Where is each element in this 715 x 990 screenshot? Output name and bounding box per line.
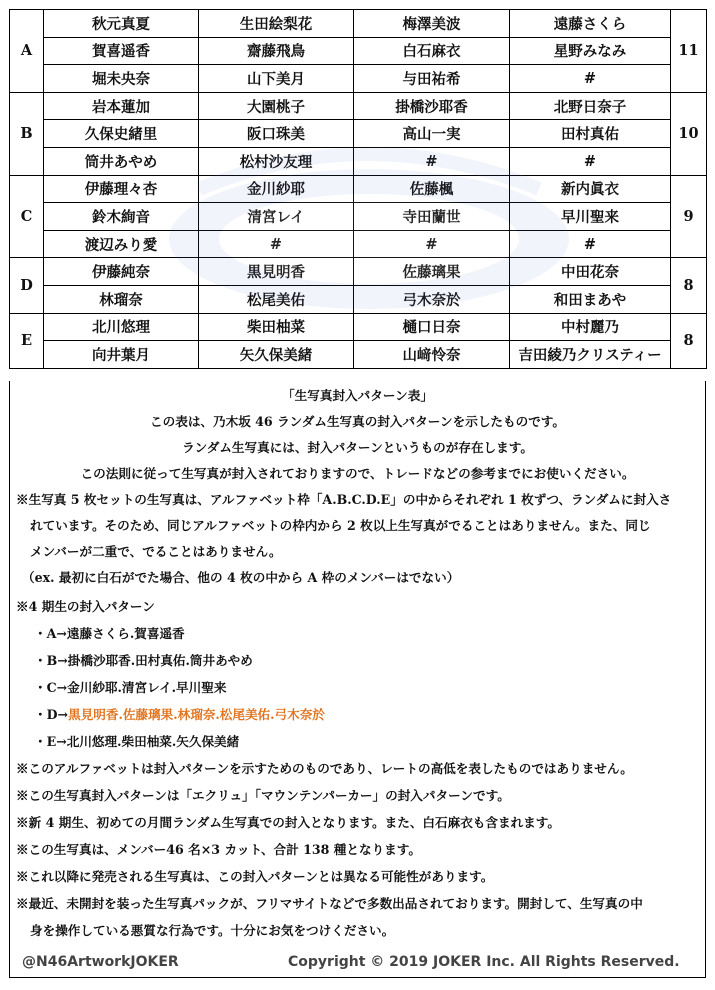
table-row — [10, 285, 707, 313]
note-line-2: ※この生写真封入パターンは「エクリュ」「マウンテンパーカー」の封入パターンです。 — [16, 788, 510, 803]
member-table — [9, 9, 707, 369]
note-line-7: 身を操作している悪質な行為です。十分にお気をつけください。 — [30, 923, 395, 938]
member-cell: 山﨑怜奈 — [354, 341, 510, 369]
table-row — [10, 147, 707, 175]
member-cell: 与田祐希 — [354, 65, 510, 93]
table-row — [10, 341, 707, 369]
rule-line-2: れています。そのため、同じアルファベットの枠内から 2 枚以上生写真がでることはありません。また、同じ — [30, 518, 651, 533]
member-cell: 北川悠理 — [44, 313, 199, 341]
member-cell: 阪口珠美 — [199, 120, 354, 148]
table-row — [10, 203, 707, 231]
table-row — [10, 10, 707, 38]
member-cell: 秋元真夏 — [44, 10, 199, 38]
pattern-sheet — [9, 9, 706, 977]
member-cell: 伊藤純奈 — [44, 258, 199, 286]
member-cell: 田村真佑 — [510, 120, 671, 148]
note-line-4: ※この生写真は、メンバー46 名×3 カット、合計 138 種となります。 — [16, 842, 421, 857]
gen4-d-names: 黒見明香.佐藤璃果.林瑠奈.松尾美佑.弓木奈於 — [68, 707, 325, 722]
member-cell: 高山一実 — [354, 120, 510, 148]
member-cell: 林瑠奈 — [44, 285, 199, 313]
table-row — [10, 313, 707, 341]
member-cell: 生田絵梨花 — [199, 10, 354, 38]
gen4-pattern-d — [34, 707, 325, 723]
table-row — [10, 258, 707, 286]
member-cell: 掛橋沙耶香 — [354, 92, 510, 120]
member-cell: # — [510, 230, 671, 258]
member-cell: 遠藤さくら — [510, 10, 671, 38]
member-cell: # — [510, 65, 671, 93]
member-cell: 寺田蘭世 — [354, 203, 510, 231]
member-cell: 佐藤楓 — [354, 175, 510, 203]
member-cell: # — [354, 147, 510, 175]
group-count: 8 — [671, 313, 707, 368]
member-cell: 黒見明香 — [199, 258, 354, 286]
table-row — [10, 120, 707, 148]
member-cell: 北野日奈子 — [510, 92, 671, 120]
member-cell: 岩本蓮加 — [44, 92, 199, 120]
member-cell: 筒井あやめ — [44, 147, 199, 175]
member-cell: 松村沙友理 — [199, 147, 354, 175]
notes-title: 「生写真封入パターン表」 — [282, 388, 433, 403]
member-cell: 弓木奈於 — [354, 285, 510, 313]
member-cell: 樋口日奈 — [354, 313, 510, 341]
note-line-1: ※このアルファベットは封入パターンを示すためのものであり、レートの高低を表したものではありません。 — [16, 761, 633, 776]
member-cell: # — [354, 230, 510, 258]
member-cell: 白石麻衣 — [354, 37, 510, 65]
member-cell: 吉田綾乃クリスティー — [510, 341, 671, 369]
group-letter-e: E — [10, 313, 44, 368]
member-cell: 山下美月 — [199, 65, 354, 93]
member-cell: 松尾美佑 — [199, 285, 354, 313]
group-count: 10 — [671, 92, 707, 175]
member-cell: 矢久保美緒 — [199, 341, 354, 369]
gen4-d-prefix: ・D→ — [34, 707, 69, 722]
group-count: 11 — [671, 10, 707, 93]
member-cell: 大園桃子 — [199, 92, 354, 120]
group-count: 9 — [671, 175, 707, 258]
gen4-pattern-a: ・A→遠藤さくら.賀喜遥香 — [34, 626, 185, 641]
group-letter-b: B — [10, 92, 44, 175]
member-cell: 柴田柚菜 — [199, 313, 354, 341]
intro-line-1: この表は、乃木坂 46 ランダム生写真の封入パターンを示したものです。 — [150, 414, 565, 429]
intro-line-2: ランダム生写真には、封入パターンというものが存在します。 — [182, 440, 533, 455]
example-line: （ex. 最初に白石がでた場合、他の 4 枚の中から A 枠のメンバーはでない） — [22, 570, 460, 585]
member-cell: 鈴木絢音 — [44, 203, 199, 231]
gen4-pattern-e: ・E→北川悠理.柴田柚菜.矢久保美緒 — [34, 734, 240, 749]
footer-copyright: Copyright © 2019 JOKER Inc. All Rights Reserved. — [288, 954, 680, 970]
group-letter-a: A — [10, 10, 44, 93]
table-row — [10, 65, 707, 93]
footer-handle: @N46ArtworkJOKER — [22, 954, 179, 970]
table-row — [10, 230, 707, 258]
gen4-heading: ※4 期生の封入パターン — [16, 599, 155, 614]
member-cell: 中村麗乃 — [510, 313, 671, 341]
gen4-pattern-b: ・B→掛橋沙耶香.田村真佑.筒井あやめ — [34, 653, 253, 668]
rule-line-1: ※生写真 5 枚セットの生写真は、アルファベット枠「A.B.C.D.E」の中からそれぞれ 1 枚ずつ、ランダムに封入さ — [16, 492, 672, 507]
group-letter-c: C — [10, 175, 44, 258]
member-cell: 向井葉月 — [44, 341, 199, 369]
table-row — [10, 92, 707, 120]
member-cell: 星野みなみ — [510, 37, 671, 65]
member-cell: 清宮レイ — [199, 203, 354, 231]
member-cell: 金川紗耶 — [199, 175, 354, 203]
note-line-6: ※最近、未開封を装った生写真パックが、フリマサイトなどで多数出品されております。開封して、生写真の中 — [16, 896, 643, 911]
member-cell: 和田まあや — [510, 285, 671, 313]
member-cell: # — [199, 230, 354, 258]
member-cell: 堀未央奈 — [44, 65, 199, 93]
group-letter-d: D — [10, 258, 44, 313]
member-cell: 佐藤璃果 — [354, 258, 510, 286]
member-cell: 久保史緒里 — [44, 120, 199, 148]
note-line-5: ※これ以降に発売される生写真は、この封入パターンとは異なる可能性があります。 — [16, 869, 494, 884]
member-cell: 早川聖来 — [510, 203, 671, 231]
intro-line-3: この法則に従って生写真が封入されておりますので、トレードなどの参考までにお使いください。 — [80, 466, 635, 481]
gen4-pattern-c: ・C→金川紗耶.清宮レイ.早川聖来 — [34, 680, 227, 695]
table-row — [10, 37, 707, 65]
rule-line-3: メンバーが二重で、でることはありません。 — [30, 544, 282, 559]
member-cell: 梅澤美波 — [354, 10, 510, 38]
notes-panel — [9, 381, 706, 978]
member-cell: 齋藤飛鳥 — [199, 37, 354, 65]
note-line-3: ※新 4 期生、初めての月間ランダム生写真での封入となります。また、白石麻衣も含まれます。 — [16, 815, 560, 830]
member-cell: 賀喜遥香 — [44, 37, 199, 65]
member-cell: # — [510, 147, 671, 175]
member-cell: 新内眞衣 — [510, 175, 671, 203]
member-cell: 中田花奈 — [510, 258, 671, 286]
table-row — [10, 175, 707, 203]
member-cell: 渡辺みり愛 — [44, 230, 199, 258]
group-count: 8 — [671, 258, 707, 313]
member-cell: 伊藤理々杏 — [44, 175, 199, 203]
